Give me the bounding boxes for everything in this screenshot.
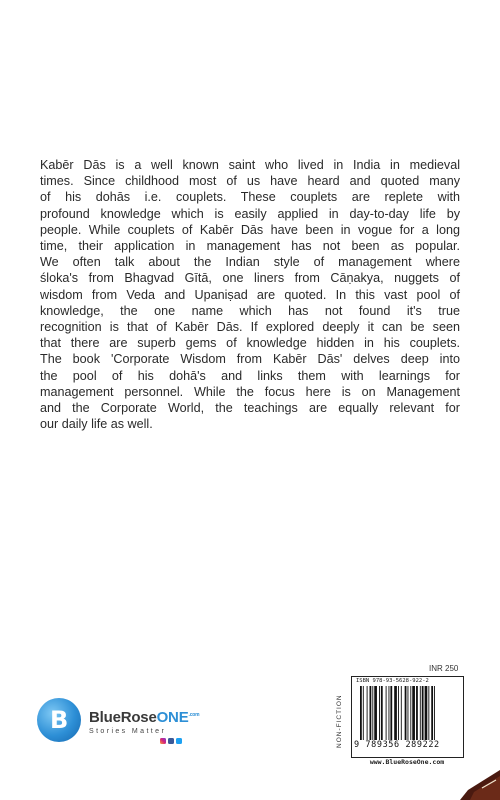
blurb-line: time, their application in management has not been as popular. bbox=[40, 239, 460, 254]
twitter-icon bbox=[176, 738, 182, 744]
blurb-line: that there are superb gems of knowledge hidden in his couplets. bbox=[40, 336, 460, 351]
blurb-line: knowledge, the one name which has not found it's true bbox=[40, 303, 460, 318]
barcode-bar bbox=[398, 686, 399, 740]
blurb-line: of his dohās i.e. couplets. These couplets are replete with bbox=[40, 190, 460, 205]
barcode-bar bbox=[428, 686, 429, 740]
blurb-line: Kabēr Dās is a well known saint who lived in India in medieval bbox=[40, 158, 460, 172]
blurb-line: śloka's from Bhagvad Gītā, one liners from Cāṇakya, nuggets of bbox=[40, 271, 460, 286]
blurb-line: recognition is that of Kabēr Dās. If explored deeply it can be seen bbox=[40, 320, 460, 335]
barcode-box bbox=[351, 676, 464, 758]
barcode-bar bbox=[379, 686, 380, 740]
publisher-logo bbox=[37, 698, 217, 748]
barcode-bar bbox=[374, 686, 377, 740]
barcode-bar bbox=[363, 686, 364, 740]
barcode-bar bbox=[431, 686, 433, 740]
barcode-bar bbox=[372, 686, 373, 740]
genre-label: NON-FICTION bbox=[336, 694, 343, 748]
publisher-website: www.BlueRoseOne.com bbox=[369, 758, 445, 766]
barcode-bar bbox=[408, 686, 409, 740]
barcode-bar bbox=[360, 686, 362, 740]
instagram-icon bbox=[160, 738, 166, 744]
blurb-line: profound knowledge which is easily applied in day-to-day life by bbox=[40, 206, 460, 221]
barcode-bar bbox=[386, 686, 387, 740]
barcode-bar bbox=[367, 686, 368, 740]
blurb-line: The book 'Corporate Wisdom from Kabēr Dās' delves deep into bbox=[40, 352, 460, 367]
blurb-line: wisdom from Veda and Upaniṣad are quoted. In this vast pool of bbox=[40, 287, 460, 302]
barcode-bars bbox=[360, 686, 456, 740]
blurb-line: management personnel. While the focus here is on Management bbox=[40, 384, 460, 399]
barcode-bar bbox=[410, 686, 411, 740]
barcode-bar bbox=[370, 686, 372, 740]
isbn-barcode-block bbox=[334, 676, 462, 764]
barcode-bar bbox=[381, 686, 383, 740]
barcode-bar bbox=[394, 686, 397, 740]
barcode-bar bbox=[425, 686, 428, 740]
barcode-bar bbox=[412, 686, 415, 740]
social-icons bbox=[160, 738, 182, 744]
barcode-bar bbox=[422, 686, 424, 740]
bluerose-logo-icon: B bbox=[37, 698, 81, 742]
blurb-line: people. While couplets of Kabēr Dās have been in vogue for a long bbox=[40, 222, 460, 237]
facebook-icon bbox=[168, 738, 174, 744]
barcode-bar bbox=[389, 686, 390, 740]
barcode-bar bbox=[405, 686, 407, 740]
barcode-bar bbox=[390, 686, 392, 740]
blurb-line: We often talk about the Indian style of management where bbox=[40, 255, 460, 270]
back-cover-blurb bbox=[40, 157, 460, 432]
book-corner-decoration bbox=[456, 766, 500, 800]
barcode-digits: 9 789356 289222 bbox=[354, 740, 440, 750]
barcode-bar bbox=[401, 686, 402, 740]
publisher-tagline: Stories Matter bbox=[89, 728, 167, 735]
isbn-label: ISBN 978-93-5628-922-2 bbox=[356, 678, 429, 684]
blurb-line: the pool of his dohā's and links them with learnings for bbox=[40, 368, 460, 383]
blurb-line: our daily life as well. bbox=[40, 417, 153, 432]
barcode-bar bbox=[420, 686, 421, 740]
publisher-brand-name: BlueRoseONE$^{.com}$ bbox=[89, 709, 200, 726]
barcode-bar bbox=[434, 686, 435, 740]
barcode-bar bbox=[416, 686, 418, 740]
blurb-line: and the Corporate World, the teachings are equally relevant for bbox=[40, 401, 460, 416]
blurb-line: times. Since childhood most of us have heard and quoted many bbox=[40, 174, 460, 189]
book-price: INR 250 bbox=[429, 664, 459, 673]
